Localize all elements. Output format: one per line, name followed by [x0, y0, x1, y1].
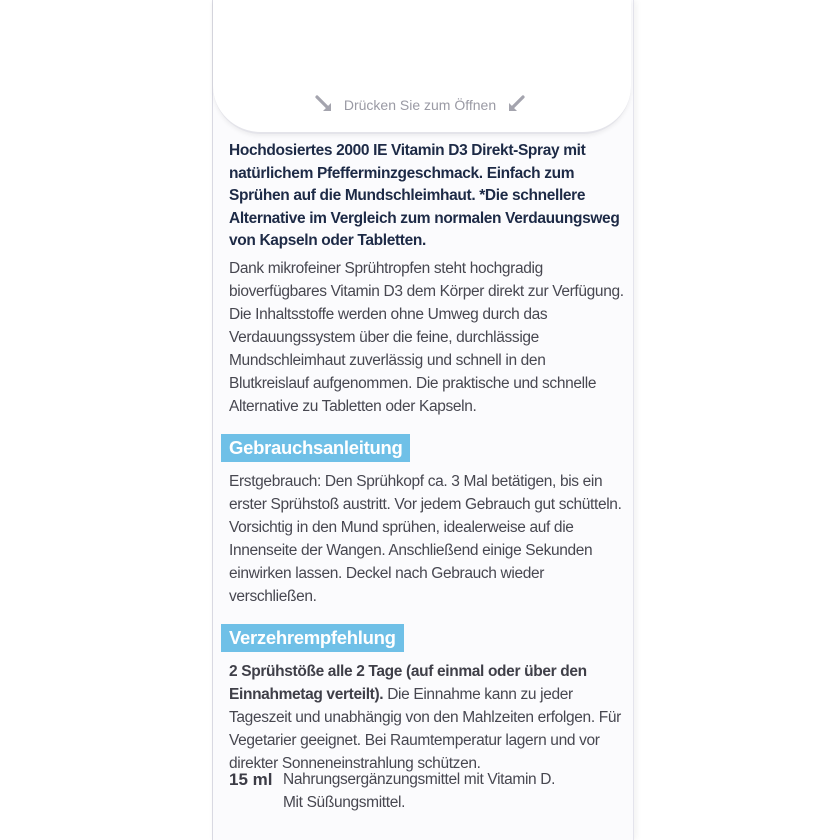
arrow-down-left-icon: [504, 94, 526, 116]
label-content: [229, 140, 624, 775]
volume-label: 15 ml: [229, 770, 273, 789]
footer-line-1: Nahrungsergänzungsmittel mit Vitamin D.: [283, 771, 556, 788]
footer: [229, 768, 624, 814]
press-to-open-label[interactable]: [300, 90, 540, 120]
intro-bold-text: Hochdosiertes 2000 IE Vitamin D3 Direkt-Spray mit natürlichem Pfefferminzgeschmack. Einfach zum Sprühen auf die Mundschleimhaut. *Die schnellere Alternative im Vergleich zum normalen Verdauungsweg von Kapseln oder Tabletten.: [229, 142, 620, 249]
dosage-text: Die Einnahme kann zu jeder Tageszeit und unabhängig von den Mahlzeiten erfolgen. Für Vegetarier geeignet. Bei Raumtemperatur lagern und vor direkter Sonneneinstrahlung schützen.: [229, 685, 621, 772]
intro-body-text: Dank mikrofeiner Sprühtropfen steht hochgradig bioverfügbares Vitamin D3 dem Körper direkt zur Verfügung. Die Inhaltsstoffe werden ohne Umweg durch das Verdauungssystem über die feine, durchlässige Mundschleimhaut zuverlässig und schnell in den Blutkreislauf aufgenommen. Die praktische und schnelle Alternative zu Tabletten oder Kapseln.: [229, 259, 624, 415]
usage-text: Erstgebrauch: Den Sprühkopf ca. 3 Mal betätigen, bis ein erster Sprühstoß austritt. Vor jedem Gebrauch gut schütteln. Vorsichtig in den Mund sprühen, idealerweise auf die Innenseite der Wangen. Anschließend einige Sekunden einwirken lassen. Deckel nach Gebrauch wieder verschließen.: [229, 472, 622, 605]
press-to-open-text: Drücken Sie zum Öffnen: [343, 97, 497, 113]
footer-line-2: Mit Süßungsmittel.: [283, 794, 406, 811]
dosage-paragraph: [229, 660, 624, 775]
footer-note: [283, 768, 555, 814]
usage-heading: Gebrauchsanleitung: [221, 434, 410, 462]
dosage-heading: Verzehrempfehlung: [221, 624, 404, 652]
arrow-down-right-icon: [314, 94, 336, 116]
dosage-bold-text: 2 Sprühstöße alle 2 Tage (auf einmal oder über den Einnahmetag verteilt).: [229, 662, 587, 703]
